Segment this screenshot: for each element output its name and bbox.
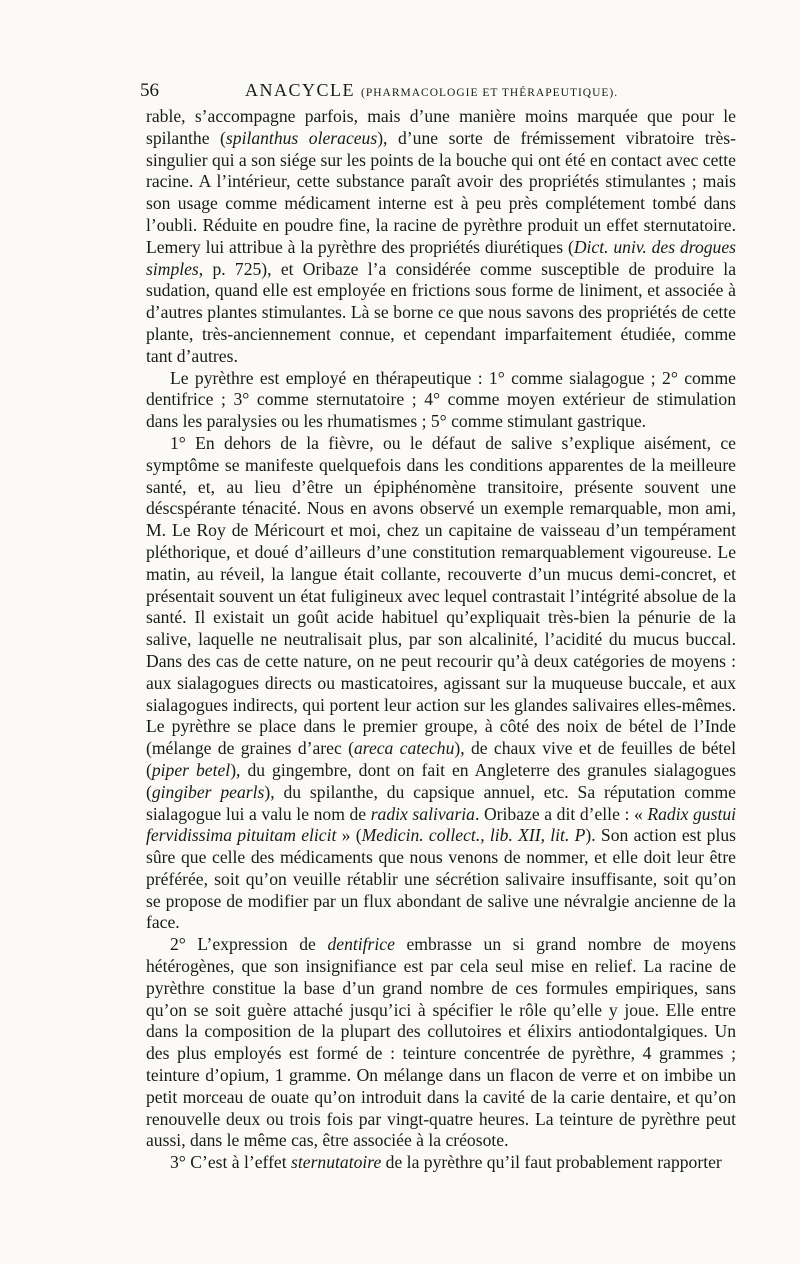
- running-title-sub: (PHARMACOLOGIE ET THÉRAPEUTIQUE).: [361, 87, 619, 99]
- text-run: 1° En dehors de la fièvre, ou le défaut de salive s’explique aisément, ce symptôme se manifeste quelquefois dans les conditions apparentes de la meilleure santé, et, au lieu d’être un épiphénomène transitoire, présente souvent une déscspérante ténacité. Nous en avons observé un exemple remarquable, mon ami, M. Le Roy de Méricourt et moi, chez un capitaine de vaisseau d’un tempérament pléthorique, et doué d’ailleurs d’une constitution remarquablement vigoureuse. Le matin, au réveil, la langue était collante, recouverte d’un mucus demi-concret, et présentait souvent un état fuligineux avec lequel contrastait l’intégrité absolue de la santé. Il existait un goût acide habituel qu’expliquait très-bien la pénurie de la salive, laquelle ne neutralisait plus, par son alcalinité, l’acidité du mucus buccal. Dans des cas de cette nature, on ne peut recourir qu’à deux catégories de moyens : aux sialagogues directs ou masticatoires, agissant sur la muqueuse buccale, et aux sialagogues indirects, qui portent leur action sur les glandes salivaires elles-mêmes. Le pyrèthre se place dans le premier groupe, à côté des noix de bétel de l’Inde (mélange de graines d’arec (: [146, 432, 736, 759]
- paragraph: [146, 106, 736, 368]
- text-run: 3° C’est à l’effet: [170, 1152, 292, 1173]
- text-run: . Oribaze a dit d’elle : «: [474, 803, 648, 824]
- text-run: ), d’une sorte de frémissement vibratoire très-singulier qui a son siége sur les points de la bouche qui ont été en contact avec cette racine. A l’intérieur, cette substance paraît avoir des propriétés stimulantes ; mais son usage comme médicament interne est à peu près complétement tombé dans l’oubli. Réduite en poudre fine, la racine de pyrèthre produit un effet sternutatoire. Lemery lui attribue à la pyrèthre des propriétés diurétiques (: [146, 127, 736, 257]
- running-title-main: ANACYCLE: [245, 80, 355, 100]
- italic-run: Medicin. collect., lib. XII, lit. P: [361, 825, 586, 846]
- running-title: [245, 80, 618, 101]
- italic-run: sternutatoire: [291, 1152, 382, 1173]
- italic-run: gingiber pearls: [151, 781, 265, 802]
- text-run: , p. 725), et Oribaze l’a considérée comme susceptible de produire la sudation, quand elle est employée en frictions sous forme de liniment, et associée à d’autres plantes stimulantes. Là se borne ce que nous savons des propriétés de cette plante, très-anciennement connue, et cependant imparfaitement étudiée, comme tant d’autres.: [146, 258, 736, 366]
- italic-run: areca catechu: [353, 738, 455, 759]
- page-body-text: [146, 106, 736, 1174]
- italic-run: dentifrice: [327, 934, 395, 955]
- text-run: » (: [336, 825, 362, 846]
- italic-run: spilanthus oleraceus: [225, 127, 378, 148]
- page-number: 56: [140, 80, 159, 101]
- italic-run: piper betel: [151, 759, 231, 780]
- text-run: 2° L’expression de: [170, 934, 328, 955]
- text-run: Le pyrèthre est employé en thérapeutique : 1° comme sialagogue ; 2° comme dentifrice ; 3° comme sternutatoire ; 4° comme moyen extérieur de stimulation dans les paralysies ou les rhumatismes ; 5° comme stimulant gastrique.: [146, 367, 736, 432]
- italic-run: Dict. univ. des drogues simples: [146, 236, 736, 279]
- paragraph: [146, 433, 736, 934]
- text-run: rable, s’accompagne parfois, mais d’une manière moins marquée que pour le spilanthe (: [146, 106, 736, 148]
- italic-run: Radix gustui fervidissima pituitam elicit: [146, 803, 737, 846]
- text-run: embrasse un si grand nombre de moyens hétérogènes, que son insignifiance est par cela seul mise en relief. La racine de pyrèthre constitue la base d’un grand nombre de ces formules empiriques, sans qu’on se soit guère attaché jusqu’ici à spécifier le rôle qu’elle y joue. Elle entre dans la composition de la plupart des collutoires et élixirs antiodontalgiques. Un des plus employés est formé de : teinture concentrée de pyrèthre, 4 grammes ; teinture d’opium, 1 gramme. On mélange dans un flacon de verre et on imbibe un petit morceau de ouate qu’on introduit dans la cavité de la carie dentaire, et qu’on renouvelle deux ou trois fois par vingt-quatre heures. La teinture de pyrèthre peut aussi, dans le même cas, être associée à la créosote.: [146, 934, 736, 1151]
- paragraph: [146, 934, 736, 1152]
- text-run: ), du spilanthe, du capsique annuel, etc. Sa réputation comme sialagogue lui a valu le nom de: [146, 781, 736, 824]
- text-run: de la pyrèthre qu’il faut probablement rapporter: [381, 1152, 722, 1173]
- italic-run: radix salivaria: [370, 803, 475, 824]
- paragraph: [146, 1152, 736, 1174]
- running-header: [140, 80, 740, 108]
- text-run: ), de chaux vive et de feuilles de bétel (: [146, 738, 736, 780]
- text-run: ), du gingembre, dont on fait en Angleterre des granules sialagogues (: [146, 759, 736, 802]
- text-run: ). Son action est plus sûre que celle des médicaments que nous venons de nommer, et elle doit leur être préférée, soit qu’on veuille rétablir une sécrétion salivaire insuffisante, soit qu’on se propose de modifier par un flux abondant de salive une névralgie ancienne de la face.: [146, 825, 736, 933]
- paragraph: [146, 368, 736, 433]
